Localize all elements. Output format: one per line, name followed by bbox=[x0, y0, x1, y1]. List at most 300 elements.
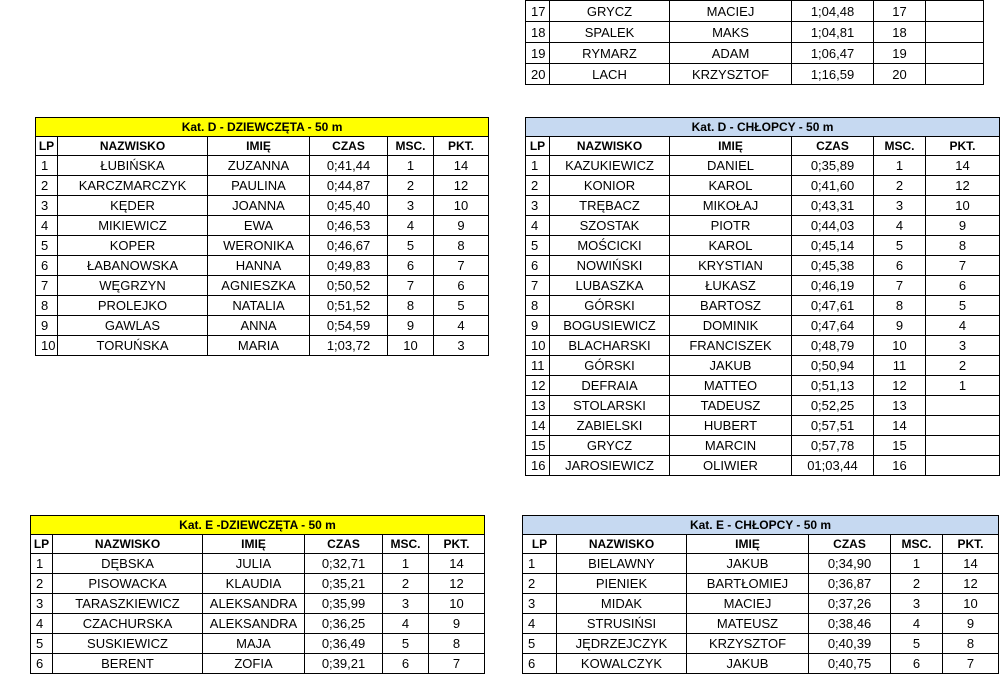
cell-surname: STRUSIŃSI bbox=[557, 614, 687, 634]
cell-time: 01;03,44 bbox=[792, 456, 874, 476]
cell-first-name: EWA bbox=[208, 216, 310, 236]
cell-lp: 4 bbox=[31, 614, 53, 634]
cell-points: 2 bbox=[926, 356, 1000, 376]
cell-surname: BLACHARSKI bbox=[550, 336, 670, 356]
cell-first-name: ZUZANNA bbox=[208, 156, 310, 176]
cell-surname: TRĘBACZ bbox=[550, 196, 670, 216]
header-row bbox=[31, 535, 485, 554]
cell-first-name: ZOFIA bbox=[203, 654, 305, 674]
table-row bbox=[526, 22, 984, 43]
cell-place: 5 bbox=[874, 236, 926, 256]
header-row bbox=[523, 535, 999, 554]
cell-surname: KARCZMARCZYK bbox=[58, 176, 208, 196]
cell-place: 4 bbox=[891, 614, 943, 634]
table-row bbox=[526, 376, 1000, 396]
cell-time: 0;44,87 bbox=[310, 176, 388, 196]
cell-time: 0;49,83 bbox=[310, 256, 388, 276]
cell-first-name: NATALIA bbox=[208, 296, 310, 316]
cell-lp: 1 bbox=[36, 156, 58, 176]
table-row bbox=[526, 456, 1000, 476]
header-row bbox=[526, 137, 1000, 156]
cell-place: 3 bbox=[874, 196, 926, 216]
cell-lp: 6 bbox=[526, 256, 550, 276]
table-row bbox=[523, 614, 999, 634]
cell-place: 3 bbox=[891, 594, 943, 614]
cell-first-name: MIKOŁAJ bbox=[670, 196, 792, 216]
cell-points: 8 bbox=[434, 236, 489, 256]
cell-first-name: HUBERT bbox=[670, 416, 792, 436]
cell-lp: 19 bbox=[526, 43, 550, 64]
cell-time: 0;34,90 bbox=[809, 554, 891, 574]
cell-time: 0;47,64 bbox=[792, 316, 874, 336]
cell-surname: ŁABANOWSKA bbox=[58, 256, 208, 276]
cell-surname: CZACHURSKA bbox=[53, 614, 203, 634]
cell-points: 3 bbox=[434, 336, 489, 356]
cell-surname: GRYCZ bbox=[550, 1, 670, 22]
cell-points bbox=[926, 64, 984, 85]
cell-place: 1 bbox=[874, 156, 926, 176]
cell-points bbox=[926, 456, 1000, 476]
cell-surname: ZABIELSKI bbox=[550, 416, 670, 436]
cell-points: 1 bbox=[926, 376, 1000, 396]
cell-surname: GAWLAS bbox=[58, 316, 208, 336]
cell-first-name: MATEUSZ bbox=[687, 614, 809, 634]
cell-time: 1;16,59 bbox=[792, 64, 874, 85]
results-table-continuation bbox=[525, 0, 984, 85]
cell-place: 10 bbox=[388, 336, 434, 356]
column-header-lp: LP bbox=[36, 137, 58, 156]
cell-points bbox=[926, 416, 1000, 436]
cell-time: 0;45,38 bbox=[792, 256, 874, 276]
cell-first-name: KAROL bbox=[670, 236, 792, 256]
cell-first-name: KRYSTIAN bbox=[670, 256, 792, 276]
cell-place: 2 bbox=[383, 574, 429, 594]
cell-lp: 2 bbox=[526, 176, 550, 196]
cell-points bbox=[926, 43, 984, 64]
column-header-points: PKT. bbox=[926, 137, 1000, 156]
cell-first-name: MAJA bbox=[203, 634, 305, 654]
table-row bbox=[526, 316, 1000, 336]
cell-points: 8 bbox=[943, 634, 999, 654]
cell-lp: 4 bbox=[526, 216, 550, 236]
cell-points: 9 bbox=[943, 614, 999, 634]
cell-place: 14 bbox=[874, 416, 926, 436]
column-header-first-name: IMIĘ bbox=[687, 535, 809, 554]
cell-surname: JĘDRZEJCZYK bbox=[557, 634, 687, 654]
cell-points: 14 bbox=[943, 554, 999, 574]
cell-time: 0;40,75 bbox=[809, 654, 891, 674]
cell-place: 19 bbox=[874, 43, 926, 64]
cell-surname: MIKIEWICZ bbox=[58, 216, 208, 236]
table-row bbox=[526, 176, 1000, 196]
cell-lp: 8 bbox=[526, 296, 550, 316]
cell-points bbox=[926, 396, 1000, 416]
table-title: Kat. E - CHŁOPCY - 50 m bbox=[523, 516, 999, 535]
header-row bbox=[36, 137, 489, 156]
cell-place: 9 bbox=[388, 316, 434, 336]
cell-lp: 8 bbox=[36, 296, 58, 316]
cell-time: 0;51,13 bbox=[792, 376, 874, 396]
table-body bbox=[36, 118, 489, 356]
table-row bbox=[526, 416, 1000, 436]
cell-first-name: FRANCISZEK bbox=[670, 336, 792, 356]
table-row bbox=[526, 336, 1000, 356]
table-row bbox=[526, 296, 1000, 316]
cell-time: 0;35,99 bbox=[305, 594, 383, 614]
cell-time: 0;57,51 bbox=[792, 416, 874, 436]
cell-first-name: JAKUB bbox=[670, 356, 792, 376]
cell-time: 0;46,19 bbox=[792, 276, 874, 296]
table-row bbox=[523, 574, 999, 594]
cell-time: 0;57,78 bbox=[792, 436, 874, 456]
cell-lp: 12 bbox=[526, 376, 550, 396]
cell-surname: PROLEJKO bbox=[58, 296, 208, 316]
cell-points: 12 bbox=[943, 574, 999, 594]
cell-lp: 16 bbox=[526, 456, 550, 476]
cell-first-name: KRZYSZTOF bbox=[670, 64, 792, 85]
cell-surname: BERENT bbox=[53, 654, 203, 674]
cell-surname: KOPER bbox=[58, 236, 208, 256]
cell-time: 0;39,21 bbox=[305, 654, 383, 674]
cell-points: 7 bbox=[434, 256, 489, 276]
cell-place: 13 bbox=[874, 396, 926, 416]
cell-points: 10 bbox=[943, 594, 999, 614]
cell-points: 12 bbox=[434, 176, 489, 196]
cell-time: 1;04,48 bbox=[792, 1, 874, 22]
table-row bbox=[31, 654, 485, 674]
table-row bbox=[36, 276, 489, 296]
table-row bbox=[526, 64, 984, 85]
cell-time: 0;51,52 bbox=[310, 296, 388, 316]
table-title-row bbox=[523, 516, 999, 535]
column-header-time: CZAS bbox=[809, 535, 891, 554]
cell-first-name: MARCIN bbox=[670, 436, 792, 456]
table-row bbox=[36, 216, 489, 236]
cell-place: 18 bbox=[874, 22, 926, 43]
cell-surname: MOŚCICKI bbox=[550, 236, 670, 256]
cell-first-name: HANNA bbox=[208, 256, 310, 276]
table-row bbox=[31, 594, 485, 614]
cell-surname: WĘGRZYN bbox=[58, 276, 208, 296]
cell-lp: 13 bbox=[526, 396, 550, 416]
cell-first-name: PAULINA bbox=[208, 176, 310, 196]
column-header-surname: NAZWISKO bbox=[58, 137, 208, 156]
cell-place: 7 bbox=[874, 276, 926, 296]
cell-time: 0;36,87 bbox=[809, 574, 891, 594]
cell-time: 0;41,44 bbox=[310, 156, 388, 176]
cell-first-name: MATTEO bbox=[670, 376, 792, 396]
table-title-row bbox=[36, 118, 489, 137]
cell-time: 0;45,14 bbox=[792, 236, 874, 256]
cell-first-name: KRZYSZTOF bbox=[687, 634, 809, 654]
cell-points: 12 bbox=[926, 176, 1000, 196]
cell-first-name: ANNA bbox=[208, 316, 310, 336]
cell-lp: 7 bbox=[36, 276, 58, 296]
cell-surname: LUBASZKA bbox=[550, 276, 670, 296]
cell-lp: 6 bbox=[523, 654, 557, 674]
cell-time: 0;38,46 bbox=[809, 614, 891, 634]
table-row bbox=[31, 554, 485, 574]
cell-lp: 2 bbox=[523, 574, 557, 594]
cell-time: 1;06,47 bbox=[792, 43, 874, 64]
cell-points: 9 bbox=[434, 216, 489, 236]
cell-place: 4 bbox=[874, 216, 926, 236]
table-title-row bbox=[31, 516, 485, 535]
cell-first-name: WERONIKA bbox=[208, 236, 310, 256]
cell-first-name: JAKUB bbox=[687, 554, 809, 574]
table-body bbox=[526, 1, 984, 85]
results-table-kat-e-girls bbox=[30, 515, 485, 674]
column-header-time: CZAS bbox=[305, 535, 383, 554]
table-title-row bbox=[526, 118, 1000, 137]
cell-lp: 1 bbox=[523, 554, 557, 574]
cell-first-name: MACIEJ bbox=[687, 594, 809, 614]
cell-first-name: JAKUB bbox=[687, 654, 809, 674]
cell-lp: 4 bbox=[36, 216, 58, 236]
column-header-points: PKT. bbox=[434, 137, 489, 156]
cell-place: 11 bbox=[874, 356, 926, 376]
table-row bbox=[36, 256, 489, 276]
cell-first-name: TADEUSZ bbox=[670, 396, 792, 416]
cell-first-name: JULIA bbox=[203, 554, 305, 574]
cell-surname: SPALEK bbox=[550, 22, 670, 43]
cell-time: 0;46,67 bbox=[310, 236, 388, 256]
column-header-points: PKT. bbox=[943, 535, 999, 554]
table-row bbox=[31, 634, 485, 654]
cell-points bbox=[926, 1, 984, 22]
column-header-place: MSC. bbox=[874, 137, 926, 156]
cell-place: 1 bbox=[891, 554, 943, 574]
table-row bbox=[36, 296, 489, 316]
cell-place: 12 bbox=[874, 376, 926, 396]
cell-place: 9 bbox=[874, 316, 926, 336]
table-row bbox=[523, 654, 999, 674]
cell-time: 0;45,40 bbox=[310, 196, 388, 216]
table-row bbox=[523, 554, 999, 574]
column-header-surname: NAZWISKO bbox=[557, 535, 687, 554]
cell-first-name: BARTŁOMIEJ bbox=[687, 574, 809, 594]
cell-place: 5 bbox=[388, 236, 434, 256]
cell-lp: 17 bbox=[526, 1, 550, 22]
table-row bbox=[36, 196, 489, 216]
cell-first-name: MARIA bbox=[208, 336, 310, 356]
cell-points: 6 bbox=[926, 276, 1000, 296]
table-row bbox=[526, 356, 1000, 376]
cell-lp: 9 bbox=[526, 316, 550, 336]
cell-place: 5 bbox=[891, 634, 943, 654]
cell-points: 6 bbox=[434, 276, 489, 296]
cell-time: 0;47,61 bbox=[792, 296, 874, 316]
cell-points: 8 bbox=[429, 634, 485, 654]
column-header-time: CZAS bbox=[310, 137, 388, 156]
cell-place: 6 bbox=[891, 654, 943, 674]
cell-surname: GÓRSKI bbox=[550, 296, 670, 316]
cell-lp: 1 bbox=[31, 554, 53, 574]
cell-first-name: OLIWIER bbox=[670, 456, 792, 476]
column-header-lp: LP bbox=[526, 137, 550, 156]
cell-lp: 9 bbox=[36, 316, 58, 336]
column-header-first-name: IMIĘ bbox=[208, 137, 310, 156]
cell-time: 0;41,60 bbox=[792, 176, 874, 196]
results-table-kat-d-boys bbox=[525, 117, 1000, 476]
cell-place: 1 bbox=[383, 554, 429, 574]
column-header-lp: LP bbox=[523, 535, 557, 554]
cell-place: 20 bbox=[874, 64, 926, 85]
cell-surname: TORUŃSKA bbox=[58, 336, 208, 356]
cell-points: 14 bbox=[429, 554, 485, 574]
cell-surname: TARASZKIEWICZ bbox=[53, 594, 203, 614]
cell-time: 0;43,31 bbox=[792, 196, 874, 216]
cell-lp: 3 bbox=[31, 594, 53, 614]
cell-place: 3 bbox=[388, 196, 434, 216]
cell-time: 0;36,49 bbox=[305, 634, 383, 654]
table-row bbox=[31, 614, 485, 634]
cell-lp: 4 bbox=[523, 614, 557, 634]
table-row bbox=[31, 574, 485, 594]
cell-time: 0;35,89 bbox=[792, 156, 874, 176]
cell-place: 1 bbox=[388, 156, 434, 176]
cell-time: 0;36,25 bbox=[305, 614, 383, 634]
cell-place: 10 bbox=[874, 336, 926, 356]
cell-first-name: JOANNA bbox=[208, 196, 310, 216]
cell-surname: JAROSIEWICZ bbox=[550, 456, 670, 476]
cell-points: 14 bbox=[926, 156, 1000, 176]
results-table-kat-d-girls bbox=[35, 117, 489, 356]
cell-surname: KAZUKIEWICZ bbox=[550, 156, 670, 176]
cell-points: 7 bbox=[429, 654, 485, 674]
cell-time: 0;32,71 bbox=[305, 554, 383, 574]
cell-surname: DEFRAIA bbox=[550, 376, 670, 396]
cell-points: 8 bbox=[926, 236, 1000, 256]
cell-place: 16 bbox=[874, 456, 926, 476]
cell-surname: PISOWACKA bbox=[53, 574, 203, 594]
table-body bbox=[31, 516, 485, 674]
table-row bbox=[36, 236, 489, 256]
table-row bbox=[526, 216, 1000, 236]
cell-time: 0;50,94 bbox=[792, 356, 874, 376]
cell-lp: 3 bbox=[523, 594, 557, 614]
cell-surname: STOLARSKI bbox=[550, 396, 670, 416]
cell-points: 12 bbox=[429, 574, 485, 594]
cell-surname: KĘDER bbox=[58, 196, 208, 216]
cell-surname: KOWALCZYK bbox=[557, 654, 687, 674]
table-row bbox=[523, 594, 999, 614]
cell-place: 3 bbox=[383, 594, 429, 614]
results-table-kat-e-boys bbox=[522, 515, 999, 674]
cell-points: 5 bbox=[434, 296, 489, 316]
column-header-first-name: IMIĘ bbox=[670, 137, 792, 156]
cell-surname: GÓRSKI bbox=[550, 356, 670, 376]
cell-place: 5 bbox=[383, 634, 429, 654]
cell-first-name: ALEKSANDRA bbox=[203, 594, 305, 614]
cell-lp: 10 bbox=[526, 336, 550, 356]
cell-lp: 3 bbox=[526, 196, 550, 216]
cell-time: 0;40,39 bbox=[809, 634, 891, 654]
cell-surname: SUSKIEWICZ bbox=[53, 634, 203, 654]
cell-surname: ŁUBIŃSKA bbox=[58, 156, 208, 176]
cell-points bbox=[926, 436, 1000, 456]
cell-points: 10 bbox=[926, 196, 1000, 216]
cell-time: 0;52,25 bbox=[792, 396, 874, 416]
cell-time: 0;48,79 bbox=[792, 336, 874, 356]
column-header-place: MSC. bbox=[388, 137, 434, 156]
cell-points: 7 bbox=[926, 256, 1000, 276]
cell-time: 0;37,26 bbox=[809, 594, 891, 614]
cell-place: 15 bbox=[874, 436, 926, 456]
cell-lp: 11 bbox=[526, 356, 550, 376]
cell-lp: 14 bbox=[526, 416, 550, 436]
cell-time: 0;50,52 bbox=[310, 276, 388, 296]
cell-lp: 3 bbox=[36, 196, 58, 216]
table-row bbox=[523, 634, 999, 654]
table-row bbox=[526, 43, 984, 64]
table-row bbox=[36, 316, 489, 336]
cell-first-name: DOMINIK bbox=[670, 316, 792, 336]
cell-lp: 10 bbox=[36, 336, 58, 356]
cell-points: 10 bbox=[429, 594, 485, 614]
cell-time: 1;03,72 bbox=[310, 336, 388, 356]
cell-place: 8 bbox=[874, 296, 926, 316]
cell-lp: 5 bbox=[31, 634, 53, 654]
cell-time: 0;44,03 bbox=[792, 216, 874, 236]
cell-points: 7 bbox=[943, 654, 999, 674]
cell-place: 4 bbox=[388, 216, 434, 236]
cell-lp: 5 bbox=[523, 634, 557, 654]
column-header-lp: LP bbox=[31, 535, 53, 554]
cell-points: 9 bbox=[926, 216, 1000, 236]
cell-place: 6 bbox=[874, 256, 926, 276]
column-header-surname: NAZWISKO bbox=[550, 137, 670, 156]
table-row bbox=[526, 196, 1000, 216]
cell-points: 4 bbox=[434, 316, 489, 336]
cell-points: 10 bbox=[434, 196, 489, 216]
column-header-time: CZAS bbox=[792, 137, 874, 156]
table-row bbox=[526, 156, 1000, 176]
cell-place: 8 bbox=[388, 296, 434, 316]
column-header-place: MSC. bbox=[891, 535, 943, 554]
table-row bbox=[526, 276, 1000, 296]
column-header-first-name: IMIĘ bbox=[203, 535, 305, 554]
table-title: Kat. D - DZIEWCZĘTA - 50 m bbox=[36, 118, 489, 137]
cell-lp: 6 bbox=[31, 654, 53, 674]
cell-surname: NOWIŃSKI bbox=[550, 256, 670, 276]
cell-lp: 5 bbox=[526, 236, 550, 256]
cell-points: 5 bbox=[926, 296, 1000, 316]
table-row bbox=[36, 176, 489, 196]
cell-first-name: KLAUDIA bbox=[203, 574, 305, 594]
cell-lp: 18 bbox=[526, 22, 550, 43]
cell-place: 4 bbox=[383, 614, 429, 634]
cell-time: 0;54,59 bbox=[310, 316, 388, 336]
cell-surname: BIELAWNY bbox=[557, 554, 687, 574]
cell-place: 6 bbox=[388, 256, 434, 276]
table-row bbox=[36, 156, 489, 176]
cell-first-name: BARTOSZ bbox=[670, 296, 792, 316]
cell-first-name: MAKS bbox=[670, 22, 792, 43]
table-row bbox=[526, 436, 1000, 456]
table-row bbox=[36, 336, 489, 356]
cell-lp: 5 bbox=[36, 236, 58, 256]
cell-lp: 6 bbox=[36, 256, 58, 276]
cell-time: 0;35,21 bbox=[305, 574, 383, 594]
cell-lp: 1 bbox=[526, 156, 550, 176]
cell-time: 0;46,53 bbox=[310, 216, 388, 236]
cell-surname: RYMARZ bbox=[550, 43, 670, 64]
cell-points: 14 bbox=[434, 156, 489, 176]
table-row bbox=[526, 1, 984, 22]
cell-points bbox=[926, 22, 984, 43]
cell-first-name: ŁUKASZ bbox=[670, 276, 792, 296]
